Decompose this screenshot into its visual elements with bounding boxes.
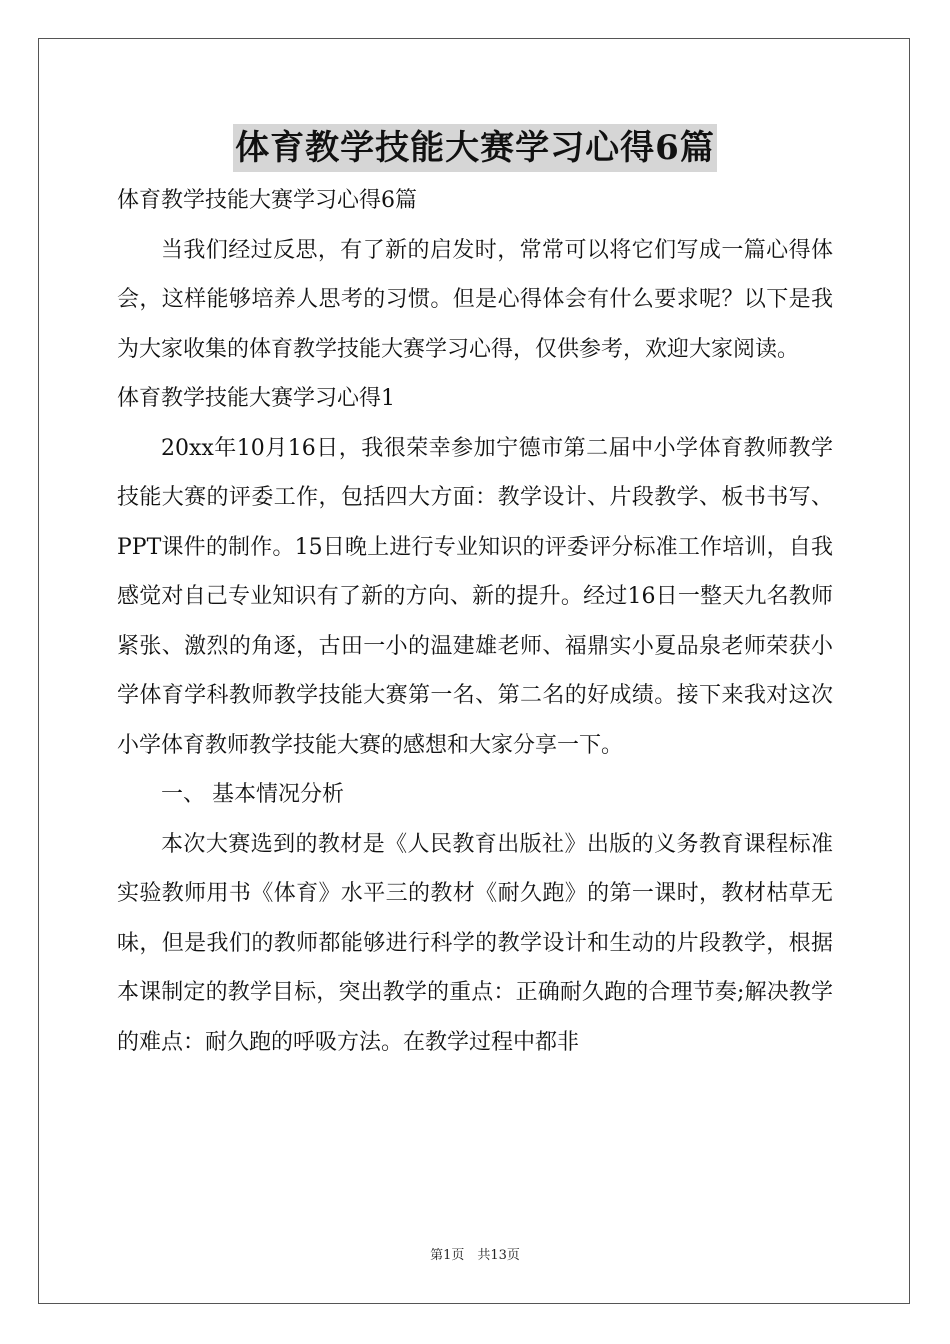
title-container: [0, 124, 950, 172]
section-paragraph-2: 本次大赛选到的教材是《人民教育出版社》出版的义务教育课程标准实验教师用书《体育》水平三的教材《耐久跑》的第一课时，教材枯草无味，但是我们的教师都能够进行科学的教学设计和生动的片段教学，根据本课制定的教学目标，突出教学的重点：正确耐久跑的合理节奏;解决教学的难点：耐久跑的呼吸方法。在教学过程中都非: [117, 831, 833, 1055]
intro-paragraph: 当我们经过反思，有了新的启发时，常常可以将它们写成一篇心得体会，这样能够培养人思考的习惯。但是心得体会有什么要求呢？以下是我为大家收集的体育教学技能大赛学习心得，仅供参考，欢迎大家阅读。: [117, 237, 833, 362]
section-title: 体育教学技能大赛学习心得1: [117, 386, 395, 411]
sub-heading: 一、 基本情况分析: [161, 782, 344, 807]
document-title: 体育教学技能大赛学习心得6篇: [233, 124, 717, 172]
page-footer: 第1页 共13页: [430, 1248, 520, 1263]
section-paragraph-1: 20xx年10月16日，我很荣幸参加宁德市第二届中小学体育教师教学技能大赛的评委工作，包括四大方面：教学设计、片段教学、板书书写、PPT课件的制作。15日晚上进行专业知识的评委评分标准工作培训，自我感觉对自己专业知识有了新的方向、新的提升。经过16日一整天九名教师紧张、激烈的角逐，古田一小的温建雄老师、福鼎实小夏品泉老师荣获小学体育学科教师教学技能大赛第一名、第二名的好成绩。接下来我对这次小学体育教师教学技能大赛的感想和大家分享一下。: [117, 435, 833, 758]
document-subtitle: 体育教学技能大赛学习心得6篇: [117, 188, 417, 213]
document-body: [117, 176, 833, 1067]
